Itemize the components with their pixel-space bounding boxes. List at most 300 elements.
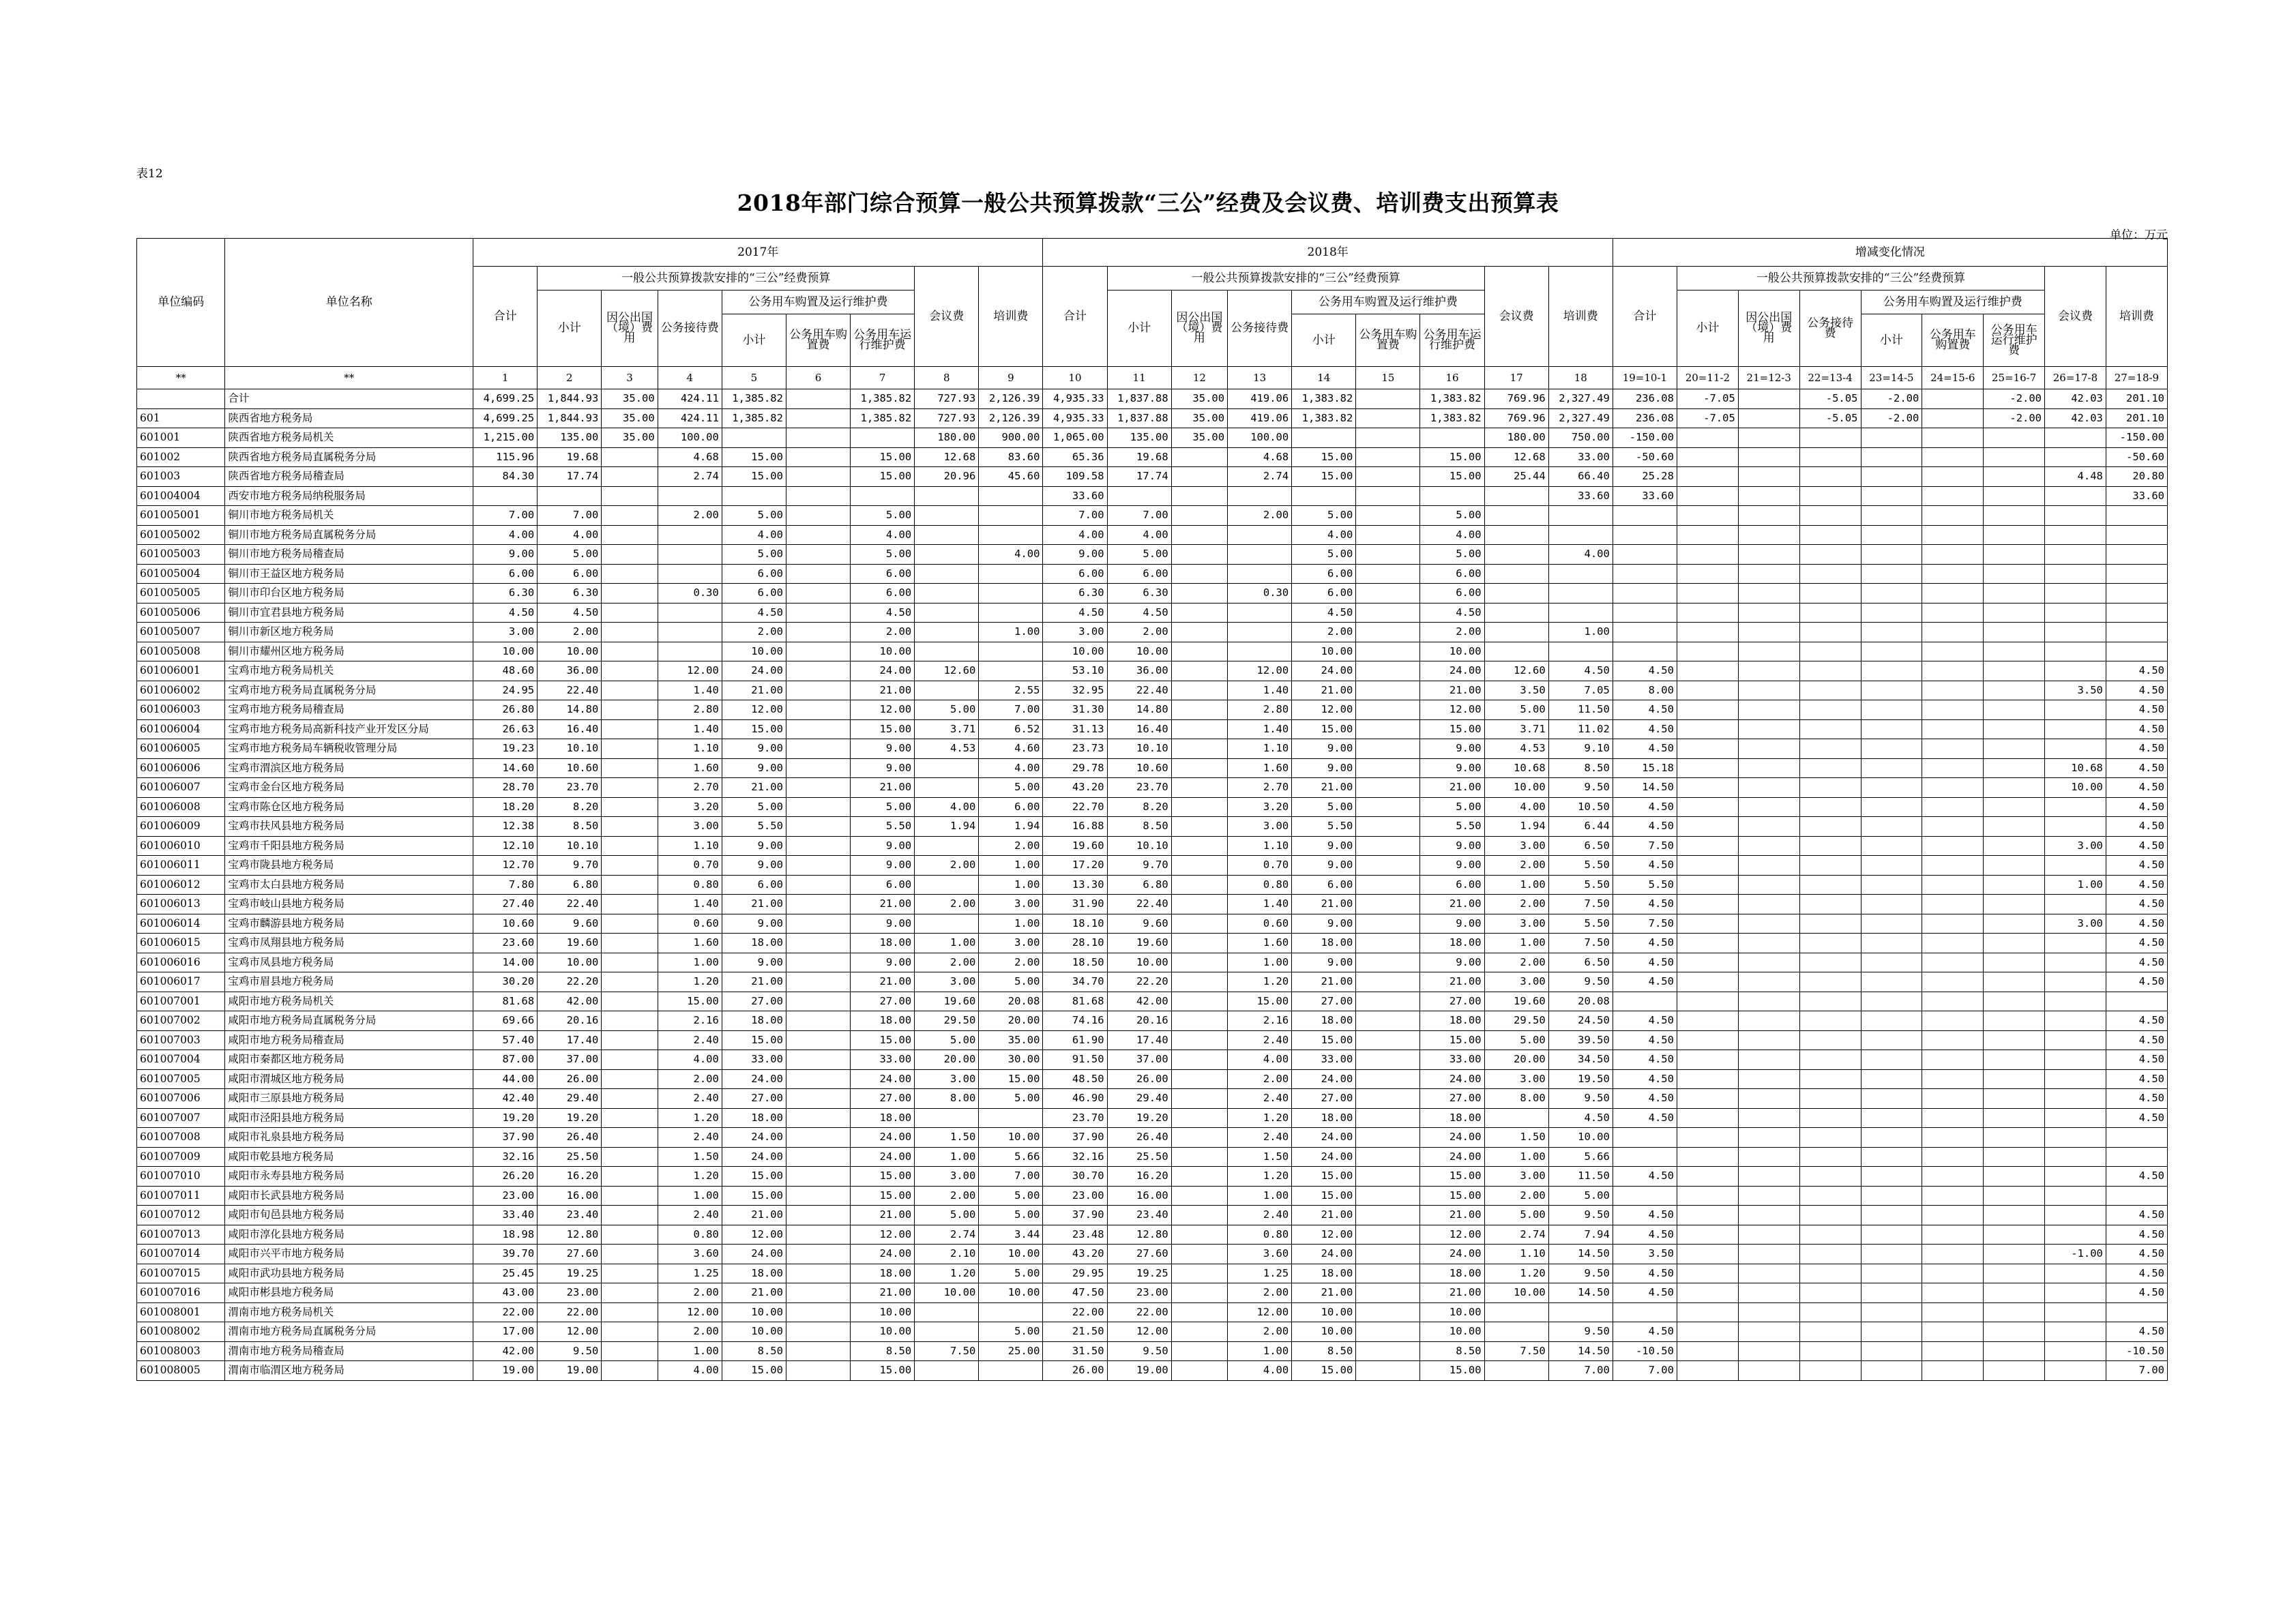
value-cell: 10.00 xyxy=(1292,1322,1356,1342)
value-cell xyxy=(1861,700,1922,720)
unit-name-cell: 陕西省地方税务局直属税务分局 xyxy=(225,447,473,467)
value-cell xyxy=(658,545,722,565)
value-cell xyxy=(1861,525,1922,545)
value-cell: 5.00 xyxy=(915,700,979,720)
value-cell xyxy=(2045,1206,2106,1225)
table-row xyxy=(137,1069,2168,1089)
value-cell: 42.40 xyxy=(473,1089,538,1109)
value-cell xyxy=(1799,584,1861,604)
value-cell xyxy=(1861,1108,1922,1128)
value-cell xyxy=(602,992,658,1011)
value-cell xyxy=(786,875,850,895)
value-cell xyxy=(1922,914,1984,934)
value-cell xyxy=(1922,1322,1984,1342)
value-cell xyxy=(602,797,658,817)
value-cell: 3.50 xyxy=(1613,1245,1677,1264)
value-cell xyxy=(915,603,979,623)
value-cell xyxy=(1677,1167,1738,1187)
value-cell: 4.00 xyxy=(1484,797,1548,817)
value-cell: 11.02 xyxy=(1548,719,1613,739)
value-cell xyxy=(1984,739,2045,759)
value-cell: 4.50 xyxy=(1613,972,1677,992)
header-total: 合计 xyxy=(1613,267,1677,367)
value-cell xyxy=(915,875,979,895)
value-cell xyxy=(1738,778,1799,798)
unit-name-cell: 宝鸡市陇县地方税务局 xyxy=(225,856,473,876)
value-cell: 45.60 xyxy=(979,467,1043,487)
value-cell xyxy=(1984,719,2045,739)
value-cell xyxy=(1356,1225,1420,1245)
value-cell xyxy=(1738,1128,1799,1148)
value-cell: 419.06 xyxy=(1228,389,1292,409)
value-cell: 3.00 xyxy=(915,1069,979,1089)
value-cell: 30.20 xyxy=(473,972,538,992)
value-cell: 12.00 xyxy=(1228,1302,1292,1322)
value-cell: 19.60 xyxy=(1484,992,1548,1011)
value-cell xyxy=(1677,856,1738,876)
header-total: 合计 xyxy=(1043,267,1107,367)
value-cell: 48.60 xyxy=(473,661,538,681)
value-cell xyxy=(1171,564,1227,584)
unit-name-cell: 宝鸡市地方税务局高新科技产业开发区分局 xyxy=(225,719,473,739)
value-cell: 5.50 xyxy=(1548,914,1613,934)
value-cell: 10.00 xyxy=(851,642,915,661)
value-cell: 1.20 xyxy=(1228,1108,1292,1128)
value-cell xyxy=(2045,506,2106,526)
value-cell xyxy=(1799,1186,1861,1206)
value-cell xyxy=(1171,467,1227,487)
value-cell xyxy=(1356,1069,1420,1089)
value-cell xyxy=(602,1302,658,1322)
value-cell: 9.50 xyxy=(1548,1322,1613,1342)
value-cell: 81.68 xyxy=(1043,992,1107,1011)
unit-code-cell: 601007003 xyxy=(137,1030,225,1050)
value-cell: 9.00 xyxy=(851,758,915,778)
value-cell: 25.00 xyxy=(979,1341,1043,1361)
value-cell: 2.00 xyxy=(658,1283,722,1303)
value-cell xyxy=(1677,564,1738,584)
value-cell xyxy=(1922,1361,1984,1381)
value-cell xyxy=(1922,506,1984,526)
table-row xyxy=(137,428,2168,448)
value-cell: 21.50 xyxy=(1043,1322,1107,1342)
value-cell: 19.20 xyxy=(538,1108,602,1128)
column-number: 4 xyxy=(658,367,722,389)
value-cell: 24.00 xyxy=(1420,1069,1484,1089)
value-cell: 135.00 xyxy=(538,428,602,448)
value-cell xyxy=(1799,467,1861,487)
value-cell xyxy=(473,486,538,506)
value-cell xyxy=(602,1089,658,1109)
value-cell: 3.00 xyxy=(2045,836,2106,856)
value-cell: 9.50 xyxy=(538,1341,602,1361)
value-cell xyxy=(602,914,658,934)
value-cell xyxy=(915,486,979,506)
value-cell: 1.50 xyxy=(915,1128,979,1148)
unit-name-cell: 咸阳市彬县地方税务局 xyxy=(225,1283,473,1303)
value-cell: 12.00 xyxy=(1107,1322,1171,1342)
value-cell xyxy=(1861,1089,1922,1109)
value-cell xyxy=(979,1302,1043,1322)
value-cell: 15.00 xyxy=(658,992,722,1011)
value-cell: 15.00 xyxy=(1292,719,1356,739)
value-cell: 6.52 xyxy=(979,719,1043,739)
value-cell: 15.00 xyxy=(722,1167,786,1187)
value-cell xyxy=(786,953,850,972)
value-cell xyxy=(1922,1302,1984,1322)
table-row xyxy=(137,1108,2168,1128)
value-cell: 1.10 xyxy=(1484,1245,1548,1264)
unit-name-cell: 铜川市耀州区地方税务局 xyxy=(225,642,473,661)
value-cell: 19.00 xyxy=(538,1361,602,1381)
value-cell xyxy=(1677,661,1738,681)
value-cell xyxy=(1677,1322,1738,1342)
value-cell xyxy=(1356,1147,1420,1167)
unit-code-cell: 601007006 xyxy=(137,1089,225,1109)
value-cell xyxy=(979,661,1043,681)
value-cell xyxy=(1171,1322,1227,1342)
value-cell: 2.00 xyxy=(658,506,722,526)
value-cell xyxy=(1922,642,1984,661)
value-cell xyxy=(1861,564,1922,584)
value-cell: 35.00 xyxy=(602,408,658,428)
value-cell xyxy=(1984,584,2045,604)
value-cell xyxy=(1738,1108,1799,1128)
value-cell xyxy=(1922,408,1984,428)
value-cell: 9.00 xyxy=(1292,856,1356,876)
value-cell xyxy=(1171,856,1227,876)
value-cell xyxy=(1738,700,1799,720)
value-cell: 10.68 xyxy=(2045,758,2106,778)
value-cell xyxy=(1613,1128,1677,1148)
value-cell: 84.30 xyxy=(473,467,538,487)
value-cell xyxy=(1738,1264,1799,1283)
value-cell xyxy=(602,1128,658,1148)
value-cell: 33.00 xyxy=(1548,447,1613,467)
value-cell xyxy=(1548,603,1613,623)
value-cell: 4.50 xyxy=(1613,661,1677,681)
value-cell: 12.00 xyxy=(722,700,786,720)
value-cell xyxy=(786,758,850,778)
value-cell xyxy=(1484,642,1548,661)
value-cell: 4.50 xyxy=(1613,1069,1677,1089)
value-cell xyxy=(1171,797,1227,817)
value-cell xyxy=(915,836,979,856)
value-cell xyxy=(786,817,850,837)
value-cell: 10.68 xyxy=(1484,758,1548,778)
value-cell: 12.80 xyxy=(538,1225,602,1245)
value-cell: 26.00 xyxy=(1043,1361,1107,1381)
value-cell xyxy=(1292,428,1356,448)
value-cell: 19.60 xyxy=(915,992,979,1011)
value-cell: 8.50 xyxy=(1420,1341,1484,1361)
value-cell: 1.40 xyxy=(1228,681,1292,700)
value-cell xyxy=(1356,1030,1420,1050)
value-cell xyxy=(1171,506,1227,526)
value-cell: 1,844.93 xyxy=(538,408,602,428)
value-cell: 4.50 xyxy=(2106,836,2167,856)
value-cell: 34.50 xyxy=(1548,1050,1613,1070)
value-cell: 1.60 xyxy=(658,758,722,778)
value-cell: 9.00 xyxy=(722,953,786,972)
value-cell xyxy=(1738,389,1799,409)
value-cell xyxy=(1922,739,1984,759)
value-cell xyxy=(1861,992,1922,1011)
value-cell: 1,385.82 xyxy=(851,389,915,409)
value-cell: 10.00 xyxy=(851,1322,915,1342)
value-cell xyxy=(1922,661,1984,681)
unit-name-cell: 宝鸡市千阳县地方税务局 xyxy=(225,836,473,856)
value-cell: 9.00 xyxy=(1420,758,1484,778)
value-cell: 4.50 xyxy=(1613,1283,1677,1303)
value-cell xyxy=(786,447,850,467)
header-vehicle-subtotal: 小计 xyxy=(1292,314,1356,367)
unit-code-cell: 601007013 xyxy=(137,1225,225,1245)
value-cell xyxy=(1356,992,1420,1011)
value-cell xyxy=(1984,467,2045,487)
unit-name-cell: 铜川市地方税务局直属税务分局 xyxy=(225,525,473,545)
value-cell xyxy=(1984,428,2045,448)
value-cell xyxy=(1799,914,1861,934)
value-cell xyxy=(1984,758,2045,778)
value-cell xyxy=(1171,1089,1227,1109)
value-cell xyxy=(1922,1264,1984,1283)
value-cell xyxy=(786,1245,850,1264)
table-row xyxy=(137,1128,2168,1148)
header-meeting: 会议费 xyxy=(2045,267,2106,367)
value-cell xyxy=(1861,1011,1922,1031)
value-cell xyxy=(1677,447,1738,467)
value-cell xyxy=(2045,545,2106,565)
value-cell: 15.00 xyxy=(851,447,915,467)
value-cell: 1.94 xyxy=(979,817,1043,837)
value-cell xyxy=(2045,584,2106,604)
value-cell: 22.00 xyxy=(1107,1302,1171,1322)
value-cell: 1.60 xyxy=(1228,934,1292,953)
value-cell xyxy=(1861,1322,1922,1342)
value-cell: 24.00 xyxy=(851,661,915,681)
value-cell: 1.00 xyxy=(2045,875,2106,895)
value-cell: 5.00 xyxy=(1484,1030,1548,1050)
value-cell xyxy=(1861,953,1922,972)
value-cell: 15.00 xyxy=(1228,992,1292,1011)
value-cell: 3.00 xyxy=(658,817,722,837)
value-cell xyxy=(1799,1245,1861,1264)
column-number: 21=12-3 xyxy=(1738,367,1799,389)
value-cell: 9.00 xyxy=(1420,739,1484,759)
value-cell: 3.00 xyxy=(1484,914,1548,934)
value-cell: 6.80 xyxy=(538,875,602,895)
value-cell xyxy=(979,486,1043,506)
value-cell xyxy=(786,1361,850,1381)
unit-code-cell: 601007016 xyxy=(137,1283,225,1303)
value-cell xyxy=(1799,1206,1861,1225)
column-number: 23=14-5 xyxy=(1861,367,1922,389)
value-cell: 1.00 xyxy=(979,914,1043,934)
value-cell: 27.00 xyxy=(851,992,915,1011)
value-cell xyxy=(1356,584,1420,604)
value-cell: 3.00 xyxy=(979,934,1043,953)
value-cell: 21.00 xyxy=(1292,681,1356,700)
value-cell xyxy=(1738,817,1799,837)
value-cell xyxy=(786,525,850,545)
value-cell xyxy=(2045,1264,2106,1283)
value-cell xyxy=(1738,642,1799,661)
value-cell: 21.00 xyxy=(722,1283,786,1303)
unit-name-cell: 陕西省地方税务局 xyxy=(225,408,473,428)
value-cell: 29.78 xyxy=(1043,758,1107,778)
value-cell: 10.00 xyxy=(722,1322,786,1342)
unit-code-cell: 601007007 xyxy=(137,1108,225,1128)
unit-name-cell: 咸阳市地方税务局机关 xyxy=(225,992,473,1011)
value-cell: 6.00 xyxy=(1420,584,1484,604)
unit-code-cell: 601007012 xyxy=(137,1206,225,1225)
value-cell xyxy=(1548,642,1613,661)
value-cell: 27.00 xyxy=(722,1089,786,1109)
value-cell: 750.00 xyxy=(1548,428,1613,448)
table-row xyxy=(137,642,2168,661)
value-cell xyxy=(1171,1302,1227,1322)
value-cell: 31.30 xyxy=(1043,700,1107,720)
value-cell xyxy=(2045,1069,2106,1089)
value-cell xyxy=(1799,739,1861,759)
value-cell xyxy=(1677,1283,1738,1303)
value-cell xyxy=(2106,992,2167,1011)
value-cell: 2.00 xyxy=(722,623,786,642)
value-cell: 0.60 xyxy=(658,914,722,934)
value-cell xyxy=(1799,623,1861,642)
table-row xyxy=(137,1206,2168,1225)
value-cell xyxy=(602,739,658,759)
value-cell xyxy=(786,1147,850,1167)
value-cell xyxy=(2045,428,2106,448)
value-cell xyxy=(786,661,850,681)
value-cell: 61.90 xyxy=(1043,1030,1107,1050)
value-cell: 21.00 xyxy=(851,972,915,992)
value-cell: 5.00 xyxy=(722,545,786,565)
value-cell xyxy=(1861,661,1922,681)
value-cell xyxy=(1861,1225,1922,1245)
value-cell xyxy=(1799,700,1861,720)
value-cell: 4.50 xyxy=(2106,1167,2167,1187)
value-cell xyxy=(2045,1361,2106,1381)
value-cell xyxy=(1922,623,1984,642)
value-cell xyxy=(1922,1167,1984,1187)
value-cell: 5.00 xyxy=(851,545,915,565)
value-cell: 2.74 xyxy=(915,1225,979,1245)
value-cell: 6.00 xyxy=(979,797,1043,817)
value-cell xyxy=(1677,758,1738,778)
value-cell: 3.71 xyxy=(1484,719,1548,739)
value-cell xyxy=(1677,1225,1738,1245)
value-cell: 8.50 xyxy=(722,1341,786,1361)
value-cell: 5.50 xyxy=(1292,817,1356,837)
value-cell xyxy=(1738,1302,1799,1322)
value-cell: 2.00 xyxy=(658,1069,722,1089)
value-cell xyxy=(1548,506,1613,526)
column-number: 5 xyxy=(722,367,786,389)
value-cell xyxy=(1984,1186,2045,1206)
table-row xyxy=(137,1245,2168,1264)
unit-name-cell: 宝鸡市麟游县地方税务局 xyxy=(225,914,473,934)
value-cell xyxy=(1799,778,1861,798)
value-cell: 6.00 xyxy=(1292,584,1356,604)
unit-code-cell: 601008001 xyxy=(137,1302,225,1322)
value-cell xyxy=(1738,856,1799,876)
value-cell: 1,383.82 xyxy=(1420,389,1484,409)
value-cell xyxy=(1738,1245,1799,1264)
value-cell: 4.00 xyxy=(538,525,602,545)
unit-code-cell: 601007004 xyxy=(137,1050,225,1070)
value-cell: 1.20 xyxy=(1484,1264,1548,1283)
value-cell xyxy=(1922,953,1984,972)
value-cell xyxy=(1799,972,1861,992)
value-cell xyxy=(786,1186,850,1206)
value-cell xyxy=(1677,1245,1738,1264)
value-cell xyxy=(1171,1011,1227,1031)
value-cell: 9.70 xyxy=(538,856,602,876)
value-cell xyxy=(1922,758,1984,778)
value-cell xyxy=(1922,797,1984,817)
value-cell: 28.70 xyxy=(473,778,538,798)
value-cell: 16.40 xyxy=(1107,719,1171,739)
value-cell xyxy=(1861,467,1922,487)
value-cell: 3.00 xyxy=(915,972,979,992)
value-cell: 35.00 xyxy=(1171,408,1227,428)
value-cell xyxy=(979,1361,1043,1381)
unit-code-cell: 601005005 xyxy=(137,584,225,604)
value-cell: 21.00 xyxy=(1292,895,1356,914)
value-cell: 1.25 xyxy=(1228,1264,1292,1283)
value-cell xyxy=(786,992,850,1011)
value-cell xyxy=(1171,1206,1227,1225)
value-cell: 7.50 xyxy=(1548,895,1613,914)
value-cell xyxy=(1984,895,2045,914)
value-cell: 22.20 xyxy=(1107,972,1171,992)
value-cell xyxy=(1356,623,1420,642)
value-cell xyxy=(2106,584,2167,604)
value-cell: 36.00 xyxy=(1107,661,1171,681)
value-cell: -10.50 xyxy=(1613,1341,1677,1361)
value-cell: 5.00 xyxy=(1484,700,1548,720)
value-cell: 20.00 xyxy=(915,1050,979,1070)
value-cell xyxy=(2106,603,2167,623)
value-cell xyxy=(602,1322,658,1342)
unit-name-cell: 宝鸡市地方税务局机关 xyxy=(225,661,473,681)
value-cell xyxy=(602,681,658,700)
value-cell: 9.00 xyxy=(851,856,915,876)
value-cell: 15.00 xyxy=(851,719,915,739)
value-cell xyxy=(1922,1128,1984,1148)
value-cell: 69.66 xyxy=(473,1011,538,1031)
value-cell: 4.00 xyxy=(1228,1050,1292,1070)
value-cell xyxy=(979,564,1043,584)
value-cell: 5.00 xyxy=(1292,797,1356,817)
value-cell: 23.00 xyxy=(538,1283,602,1303)
header-vehicle-purchase: 公务用车购置费 xyxy=(1356,314,1420,367)
value-cell: 4.50 xyxy=(2106,778,2167,798)
value-cell xyxy=(1984,603,2045,623)
value-cell xyxy=(915,1108,979,1128)
value-cell xyxy=(602,895,658,914)
value-cell: 6.00 xyxy=(722,875,786,895)
value-cell xyxy=(1356,1128,1420,1148)
value-cell: 20.00 xyxy=(1484,1050,1548,1070)
value-cell xyxy=(786,564,850,584)
value-cell xyxy=(658,623,722,642)
value-cell: 21.00 xyxy=(1292,1283,1356,1303)
value-cell: 33.60 xyxy=(2106,486,2167,506)
